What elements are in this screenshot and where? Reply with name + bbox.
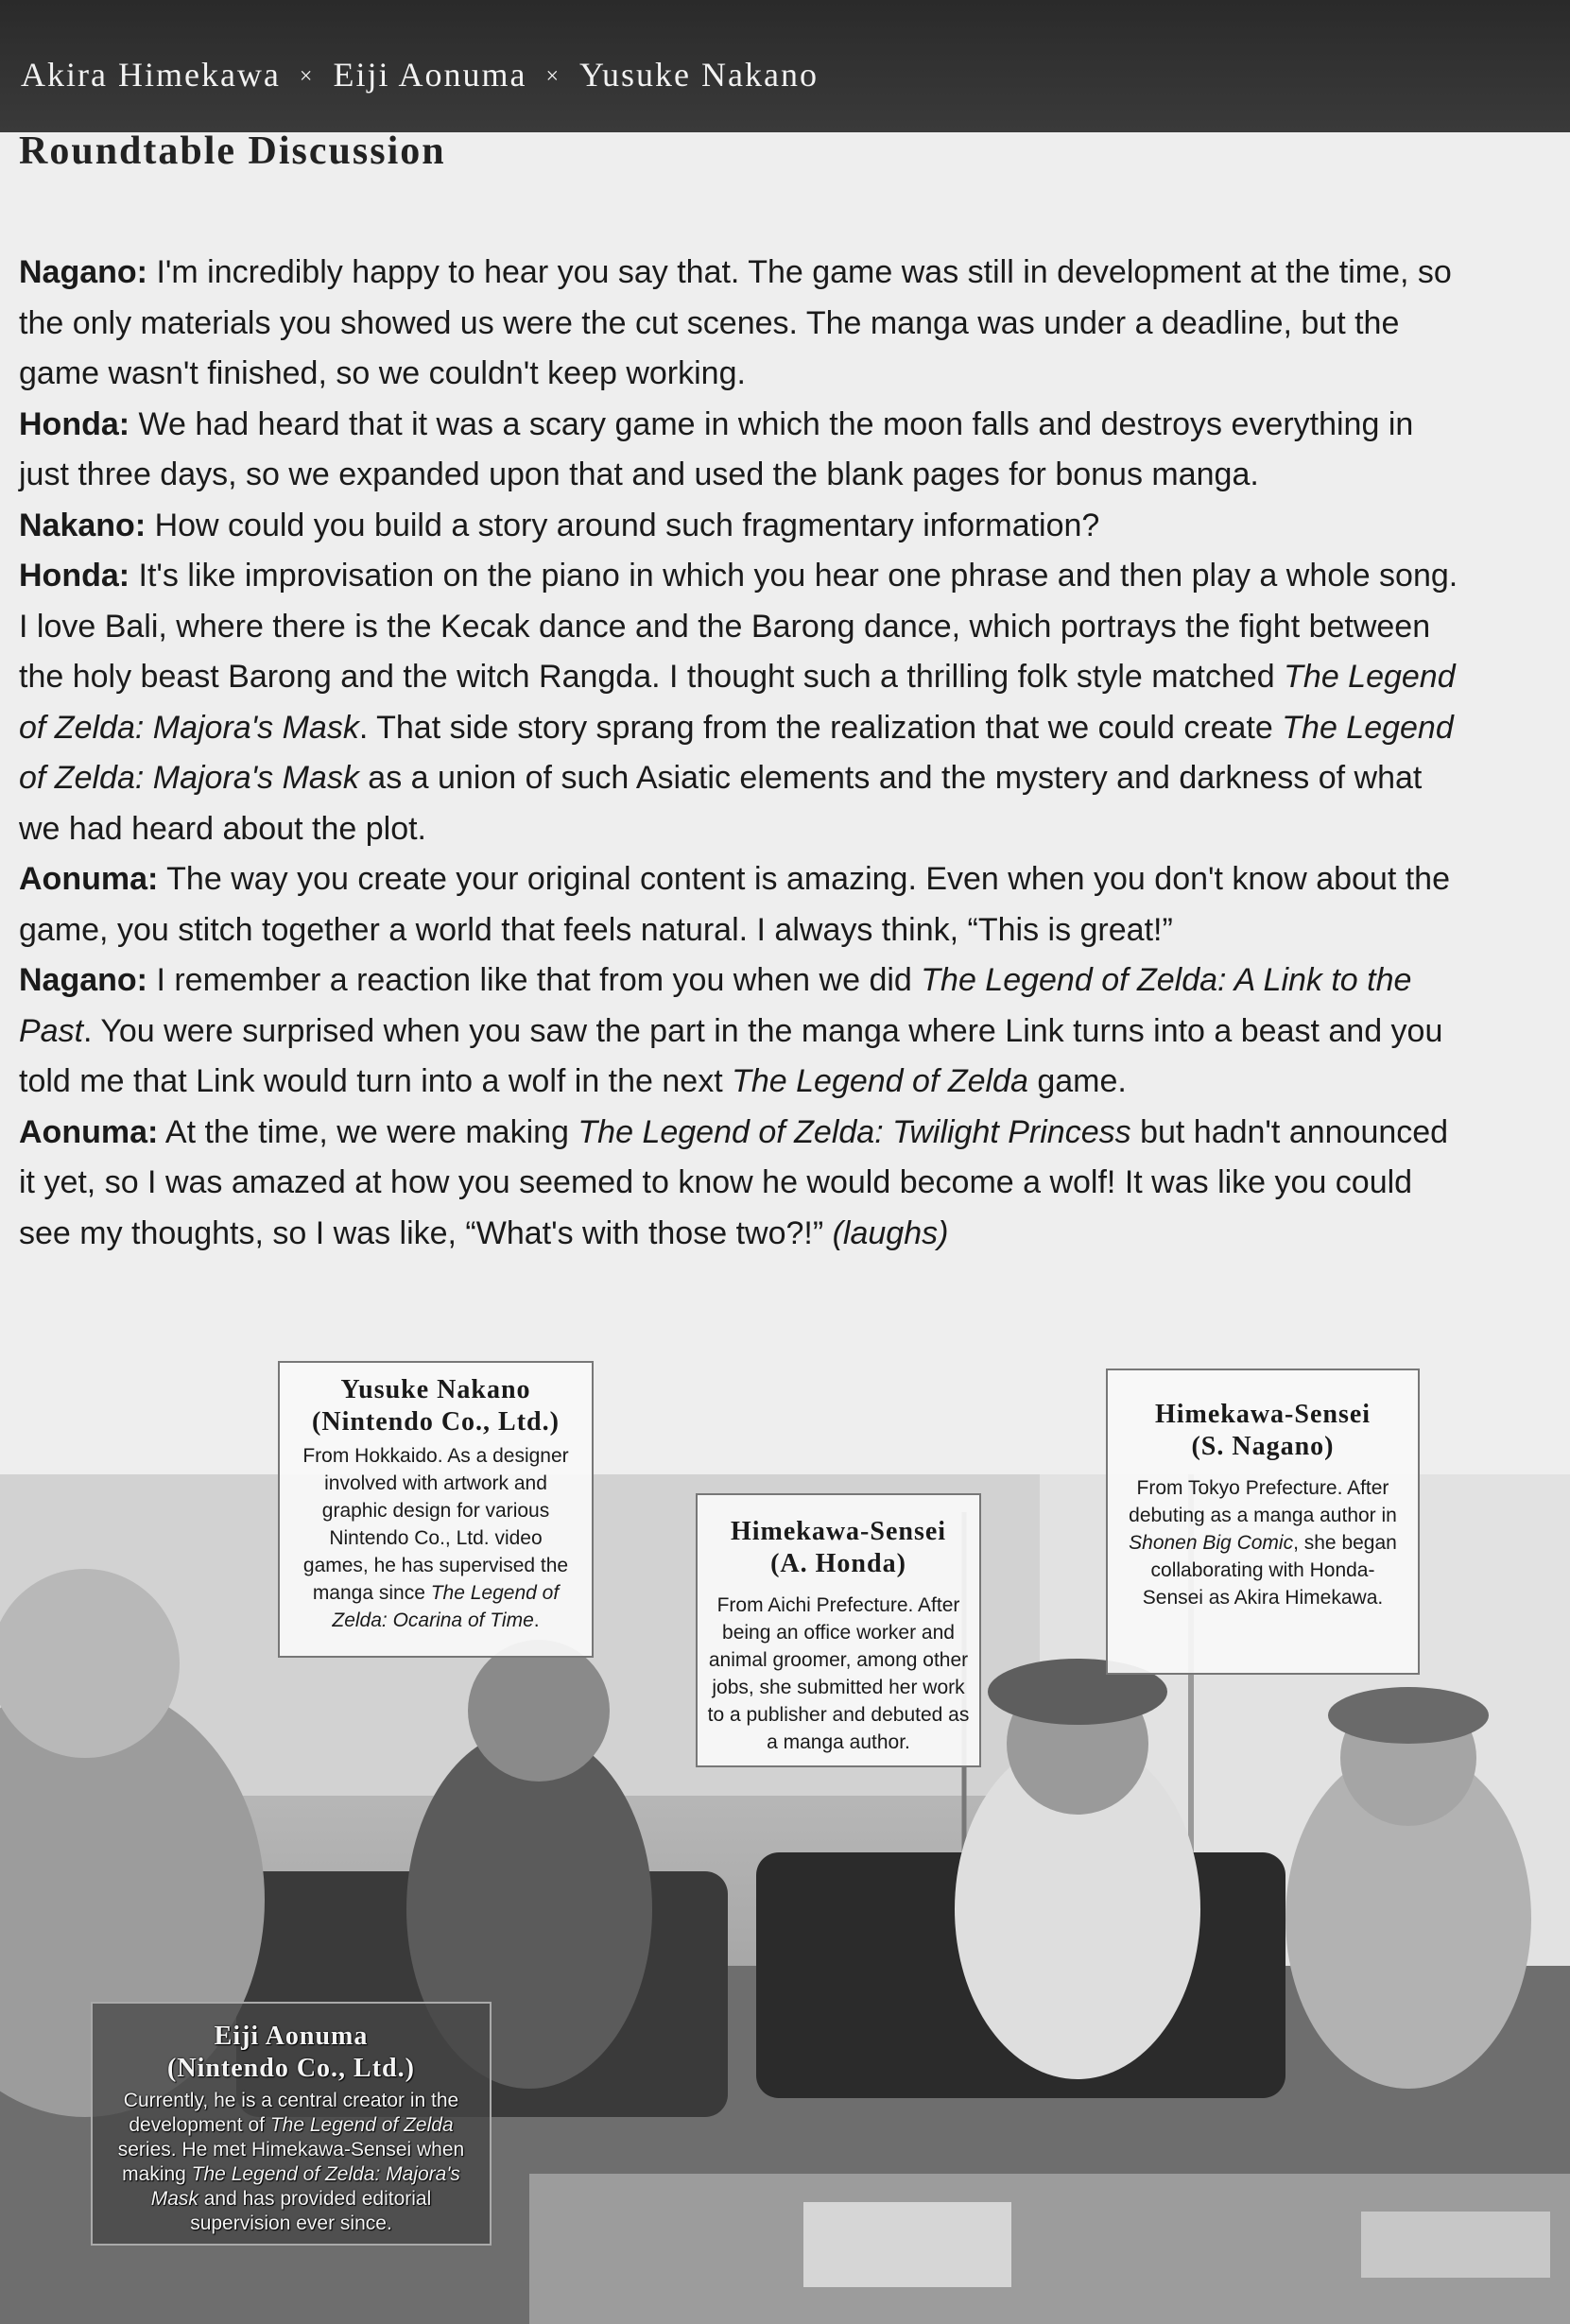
header-name-nakano: Yusuke Nakano — [579, 56, 819, 94]
text-run: . That side story sprang from the realization that we could create — [358, 709, 1283, 746]
italic-title-text: The Legend of Zelda: Majora's Mask — [19, 659, 1456, 746]
speaker-label: Honda: — [19, 405, 130, 442]
text-run: as a union of such Asiatic elements and the mystery and darkness of what we had heard about the plot. — [19, 760, 1423, 847]
text-run: At the time, we were making — [158, 1113, 578, 1150]
italic-title-text: The Legend of Zelda — [269, 2114, 454, 2136]
profile-name — [698, 1516, 979, 1580]
profile-name-line: (Nintendo Co., Ltd.) — [167, 2054, 415, 2083]
profile-name — [1108, 1399, 1418, 1463]
italic-title-text: The Legend of Zelda — [732, 1063, 1028, 1099]
text-run: and has provided editorial supervision ever since. — [190, 2188, 432, 2234]
italic-title-text: The Legend of Zelda: Twilight Princess — [578, 1113, 1131, 1150]
flat-cap — [1328, 1687, 1489, 1744]
text-run: Currently, he is a central creator in the development of — [123, 2090, 459, 2136]
turn-text — [19, 254, 1452, 391]
text-run: From Tokyo Prefecture. After debuting as a manga author in — [1129, 1477, 1397, 1526]
turn-text — [19, 1114, 1448, 1251]
text-run: How could you build a story around such fragmentary information? — [146, 507, 1100, 543]
dialogue-turn — [19, 400, 1465, 501]
turn-text — [19, 558, 1458, 847]
turn-text — [19, 962, 1442, 1099]
dialogue-turn — [19, 955, 1465, 1108]
profile-bio — [93, 2089, 490, 2236]
italic-title-text: The Legend of Zelda: Majora's Mask — [19, 709, 1454, 796]
header-separator: × — [299, 64, 315, 89]
text-run: I'm incredibly happy to hear you say that. The game was still in development at the time, so the only materials you showed us were the cut scenes. The manga was under a deadline, but the game wasn't finished, so we couldn't keep working. — [19, 254, 1452, 391]
profile-card-nakano — [278, 1361, 594, 1658]
profile-bio — [698, 1592, 979, 1756]
profile-card-nagano — [1106, 1369, 1420, 1675]
text-run: game. — [1027, 1063, 1127, 1099]
italic-title-text: The Legend of Zelda: A Link to the Past — [19, 962, 1412, 1049]
dialogue-turn — [19, 248, 1465, 400]
header-name-aonuma: Eiji Aonuma — [333, 56, 527, 94]
speaker-label: Honda: — [19, 558, 130, 594]
profile-name-line: (S. Nagano) — [1191, 1432, 1335, 1461]
text-run: , she began collaborating with Honda-Sensei as Akira Himekawa. — [1142, 1532, 1397, 1609]
italic-title-text: (laughs) — [832, 1214, 949, 1251]
text-run: We had heard that it was a scary game in which the moon falls and destroys everything in just three days, so we expanded upon that and used the blank pages for bonus manga. — [19, 405, 1414, 492]
italic-title-text: The Legend of Zelda: Ocarina of Time — [332, 1582, 560, 1631]
dialogue-turn — [19, 501, 1465, 552]
profile-name-line: Himekawa-Sensei — [1154, 1400, 1372, 1429]
section-title: Roundtable Discussion — [19, 129, 446, 173]
dialogue-turn — [19, 1108, 1465, 1260]
dialogue-body — [19, 248, 1465, 1259]
profile-name-line: (Nintendo Co., Ltd.) — [312, 1407, 560, 1437]
profile-name — [280, 1374, 592, 1438]
text-run: From Aichi Prefecture. After being an office worker and animal groomer, among other jobs, she submitted her work to a publisher and debuted as a manga author. — [707, 1594, 970, 1753]
header-bar — [0, 0, 1570, 132]
dialogue-turn — [19, 551, 1465, 854]
table-magazines — [1361, 2212, 1550, 2278]
profile-name-line: Eiji Aonuma — [214, 2022, 369, 2051]
turn-text — [19, 861, 1450, 948]
text-run: series. He met Himekawa-Sensei when making — [117, 2139, 465, 2185]
text-run: It's like improvisation on the piano in which you hear one phrase and then play a whole song. I love Bali, where there is the Kecak dance and the Barong dance, which portrays the fight between the holy beast Barong and the witch Rangda. I thought such a thrilling folk style matched — [19, 558, 1458, 695]
header-names — [21, 55, 819, 95]
profile-name-line: Himekawa-Sensei — [730, 1517, 947, 1546]
text-run: The way you create your original content is amazing. Even when you don't know about the game, you stitch together a world that feels natural. I always think, “This is great!” — [19, 861, 1451, 948]
text-run: but hadn't announced it yet, so I was amazed at how you seemed to know he would become a wolf! It was like you could see my thoughts, so I was like, “What's with those two?!” — [19, 1113, 1449, 1251]
speaker-label: Nagano: — [19, 962, 147, 998]
person-striped-head — [468, 1640, 610, 1782]
text-run: . — [533, 1610, 540, 1631]
speaker-label: Aonuma: — [19, 1113, 159, 1150]
profile-name — [93, 2021, 490, 2085]
profile-card-honda — [696, 1493, 981, 1767]
text-run: I remember a reaction like that from you when we did — [147, 962, 922, 998]
speaker-label: Aonuma: — [19, 861, 159, 897]
profile-name-line: (A. Honda) — [770, 1549, 906, 1578]
turn-text — [146, 508, 1099, 543]
profile-bio — [1108, 1474, 1418, 1611]
text-run: From Hokkaido. As a designer involved with artwork and graphic design for various Nintendo Co., Ltd. video games, he has supervised the manga since — [302, 1445, 569, 1604]
profile-bio — [280, 1442, 592, 1634]
turn-text — [19, 406, 1413, 493]
header-separator: × — [545, 64, 561, 89]
speaker-label: Nakano: — [19, 507, 147, 543]
italic-title-text: The Legend of Zelda: Majora's Mask — [150, 2163, 460, 2210]
table-book — [803, 2202, 1011, 2287]
header-name-himekawa: Akira Himekawa — [21, 56, 281, 94]
profile-name-line: Yusuke Nakano — [340, 1375, 531, 1404]
italic-title-text: Shonen Big Comic — [1129, 1532, 1294, 1554]
text-run: . You were surprised when you saw the part in the manga where Link turns into a beast and you told me that Link would turn into a wolf in the next — [19, 1012, 1443, 1099]
speaker-label: Nagano: — [19, 254, 147, 290]
dialogue-turn — [19, 854, 1465, 955]
profile-card-aonuma — [91, 2002, 492, 2246]
